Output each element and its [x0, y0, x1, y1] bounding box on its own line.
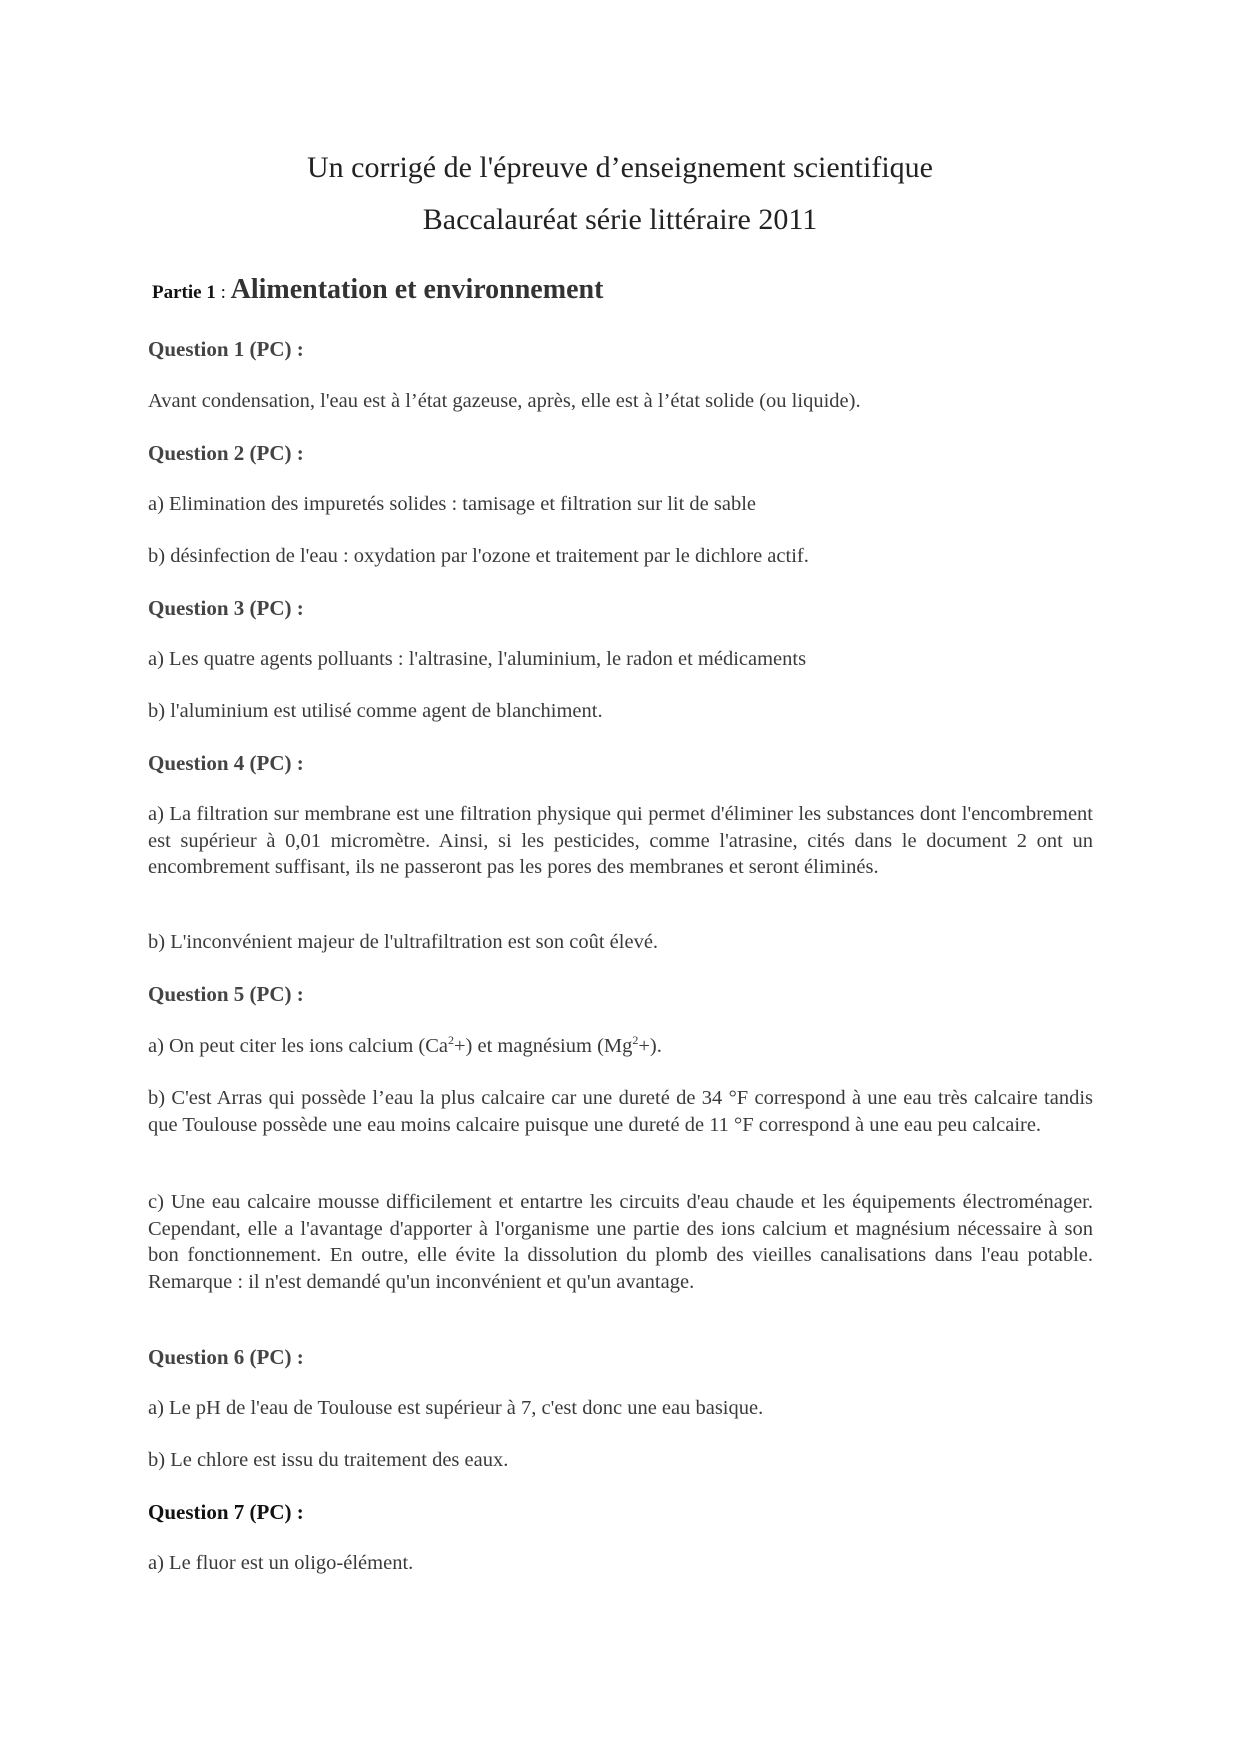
partie-label: Partie 1 — [152, 282, 216, 303]
partie-heading — [152, 274, 603, 306]
q5a-text-2: +) et magnésium (Mg — [454, 1035, 633, 1057]
q5a-superscript-ca: 2 — [448, 1033, 454, 1048]
document-title-line-2: Baccalauréat série littéraire 2011 — [422, 203, 818, 236]
question-4-answer-a: a) La filtration sur membrane est une filtration physique qui permet d'éliminer les substances dont l'encombrement est supérieur à 0,01 micromètre. Ainsi, si les pesticides, comme l'atrasine, cités dans le document 2 ont un encombrement suffisant, ils ne passeront pas les pores des membranes et seront éliminés. — [148, 803, 1093, 878]
question-4-answer-b: b) L'inconvénient majeur de l'ultrafiltration est son coût élevé. — [148, 931, 659, 953]
question-3-answer-a: a) Les quatre agents polluants : l'altrasine, l'aluminium, le radon et médicaments — [148, 648, 807, 670]
question-2-answer-a: a) Elimination des impuretés solides : tamisage et filtration sur lit de sable — [148, 493, 757, 515]
question-1-heading: Question 1 (PC) : — [148, 337, 304, 361]
q5a-text-1: a) On peut citer les ions calcium (Ca — [148, 1035, 448, 1057]
question-2-heading: Question 2 (PC) : — [148, 441, 304, 465]
question-5-heading: Question 5 (PC) : — [148, 982, 304, 1006]
question-6-heading: Question 6 (PC) : — [148, 1345, 304, 1369]
question-4-heading: Question 4 (PC) : — [148, 751, 304, 775]
question-7-answer-a: a) Le fluor est un oligo-élément. — [148, 1552, 414, 1574]
q5a-text-3: +). — [638, 1035, 662, 1057]
question-5-answer-a — [148, 1033, 1093, 1060]
question-3-answer-b: b) l'aluminium est utilisé comme agent de blanchiment. — [148, 700, 603, 722]
question-5-answer-c: c) Une eau calcaire mousse difficilement et entartre les circuits d'eau chaude et les équipements électroménager. Cependant, elle a l'avantage d'apporter à l'organisme une partie des ions calcium et magnésium nécessaire à son bon fonctionnement. En outre, elle évite la dissolution du plomb des vieilles canalisations dans l'eau potable. Remarque : il n'est demandé qu'un inconvénient et qu'un avantage. — [148, 1191, 1093, 1293]
question-6-answer-a: a) Le pH de l'eau de Toulouse est supérieur à 7, c'est donc une eau basique. — [148, 1397, 764, 1419]
question-1-answer: Avant condensation, l'eau est à l’état gazeuse, après, elle est à l’état solide (ou liquide). — [148, 390, 861, 412]
partie-title: Alimentation et environnement — [230, 274, 604, 305]
partie-separator: : — [215, 282, 231, 303]
q5a-superscript-mg: 2 — [632, 1033, 639, 1048]
question-2-answer-b: b) désinfection de l'eau : oxydation par l'ozone et traitement par le dichlore actif. — [148, 545, 809, 567]
question-6-answer-b: b) Le chlore est issu du traitement des eaux. — [148, 1449, 509, 1471]
question-7-heading: Question 7 (PC) : — [148, 1500, 304, 1524]
question-3-heading: Question 3 (PC) : — [148, 596, 304, 620]
document-title-line-1: Un corrigé de l'épreuve d’enseignement scientifique — [307, 151, 933, 184]
question-5-answer-b: b) C'est Arras qui possède l’eau la plus calcaire car une dureté de 34 °F correspond à une eau très calcaire tandis que Toulouse possède une eau moins calcaire puisque une dureté de 11 °F correspond à une eau peu calcaire. — [148, 1087, 1093, 1136]
